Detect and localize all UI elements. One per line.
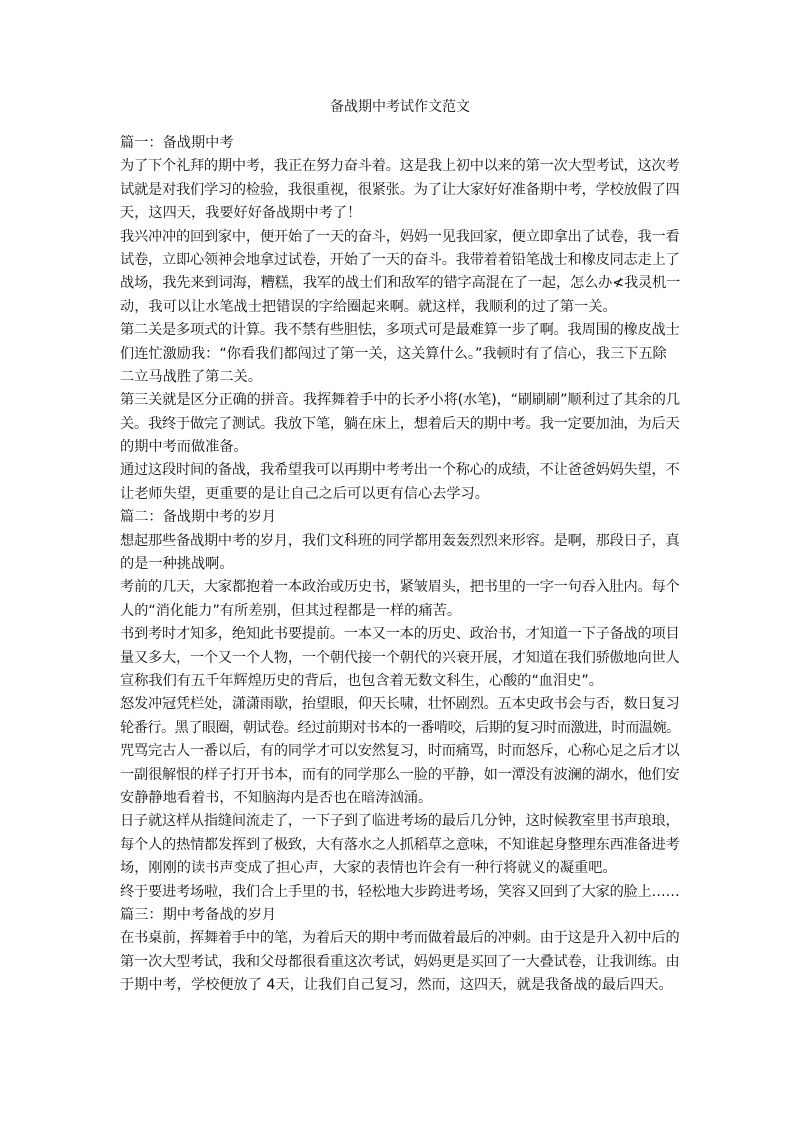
text-line: 的期中考而做准备。 [120, 439, 248, 456]
text-line: 篇三：期中考备战的岁月 [120, 906, 277, 923]
text-line: 咒骂完古人一番以后，有的同学才可以安然复习，时而痛骂，时而怒斥，心称心足之后才以 [120, 743, 680, 760]
text-line: 于期中考，学校便放了 4天，让我们自己复习，然而，这四天，就是我备战的最后四天。 [120, 977, 673, 994]
text-line: 场，刚刚的读书声变成了担心声，大家的表情也许会有一种行将就义的凝重吧。 [120, 860, 617, 877]
text-line: 怒发冲冠凭栏处，潇潇雨歇，抬望眼，仰天长啸，壮怀剧烈。五本史政书会与否，数日复习 [120, 696, 680, 713]
text-line: 第三关就是区分正确的拼音。我挥舞着手中的长矛小将(水笔)，“刷刷刷”顺利过了其余的几 [120, 392, 680, 409]
text-line: 终于要进考场啦，我们合上手里的书，轻松地大步跨进考场，笑容又回到了大家的脸上…… [120, 883, 680, 900]
text-line: 每个人的热情都发挥到了极致，大有落水之人抓稻草之意味，不知谁起身整理东西准备进考 [120, 836, 680, 853]
text-line: 试卷，立即心领神会地拿过试卷，开始了一天的奋斗。我带着着铅笔战士和橡皮同志走上了 [120, 251, 680, 268]
text-line: 动，我可以让水笔战士把错误的字给圈起来啊。就这样，我顺利的过了第一关。 [120, 298, 617, 315]
text-line: 人的“消化能力”有所差别，但其过程都是一样的痛苦。 [120, 602, 462, 619]
text-line: 二立马战胜了第二关。 [120, 368, 262, 385]
text-line: 的是一种挑战啊。 [120, 556, 234, 573]
text-line: 通过这段时间的备战，我希望我可以再期中考考出一个称心的成绩，不让爸爸妈妈失望，不 [120, 462, 680, 479]
document-body [120, 132, 680, 997]
text-line: 篇一：备战期中考 [120, 135, 234, 151]
text-line: 在书桌前，挥舞着手中的笔，为着后天的期中考而做着最后的冲刺。由于这是升入初中后的 [120, 930, 680, 947]
text-line: 让老师失望，更重要的是让自己之后可以更有信心去学习。 [120, 485, 489, 502]
text-line: 我兴冲冲的回到家中，便开始了一天的奋斗，妈妈一见我回家，便立即拿出了试卷，我一看 [120, 228, 680, 245]
text-line: 试就是对我们学习的检验，我很重视，很紧张。为了让大家好好准备期中考，学校放假了四 [120, 181, 680, 198]
text-line: 第一次大型考试，我和父母都很看重这次考试，妈妈更是买回了一大叠试卷，让我训练。由 [120, 953, 680, 970]
text-line: 考前的几天，大家都抱着一本政治或历史书，紧皱眉头，把书里的一字一句吞入肚内。每个 [120, 579, 680, 596]
text-line: 安静静地看着书，不知脑海内是否也在暗涛汹涌。 [120, 789, 433, 806]
text-line: 一副很解恨的样子打开书本，而有的同学那么一脸的平静，如一潭没有波澜的湖水，他们安 [120, 766, 680, 783]
document-title: 备战期中考试作文范文 [330, 99, 470, 115]
text-line: 天，这四天，我要好好备战期中考了！ [120, 205, 362, 222]
text-line: 日子就这样从指缝间流走了，一下子到了临进考场的最后几分钟，这时候教室里书声琅琅， [120, 813, 680, 830]
text-line: 篇二：备战期中考的岁月 [120, 509, 277, 526]
text-line: 战场，我先来到词海，糟糕，我军的战士们和敌军的错字高混在了一起，怎么办≮我灵机一 [120, 275, 680, 292]
text-line: 宣称我们有五千年辉煌历史的背后，也包含着无数文科生，心酸的“血泪史”。 [120, 672, 603, 689]
text-line: 量又多大，一个又一个人物，一个朝代接一个朝代的兴衰开展，才知道在我们骄傲地向世人 [120, 649, 680, 666]
text-line: 书到考时才知多，绝知此书要提前。一本又一本的历史、政治书，才知道一下子备战的项目 [120, 626, 680, 643]
text-line: 为了下个礼拜的期中考，我正在努力奋斗着。这是我上初中以来的第一次大型考试，这次考 [120, 158, 680, 175]
text-line: 轮番行。黑了眼圈，朝试卷。经过前期对书本的一番啃咬，后期的复习时而激进，时而温婉。 [120, 719, 680, 736]
text-line: 第二关是多项式的计算。我不禁有些胆怯，多项式可是最难算一步了啊。我周围的橡皮战士 [120, 322, 680, 339]
text-line: 想起那些备战期中考的岁月，我们文科班的同学都用轰轰烈烈来形容。是啊，那段日子，真 [120, 532, 680, 549]
text-line: 关。我终于做完了测试。我放下笔，躺在床上，想着后天的期中考。我一定要加油，为后天 [120, 415, 680, 432]
text-line: 们连忙激励我：“你看我们都闯过了第一关，这关算什么。”我顿时有了信心，我三下五除 [120, 345, 667, 362]
